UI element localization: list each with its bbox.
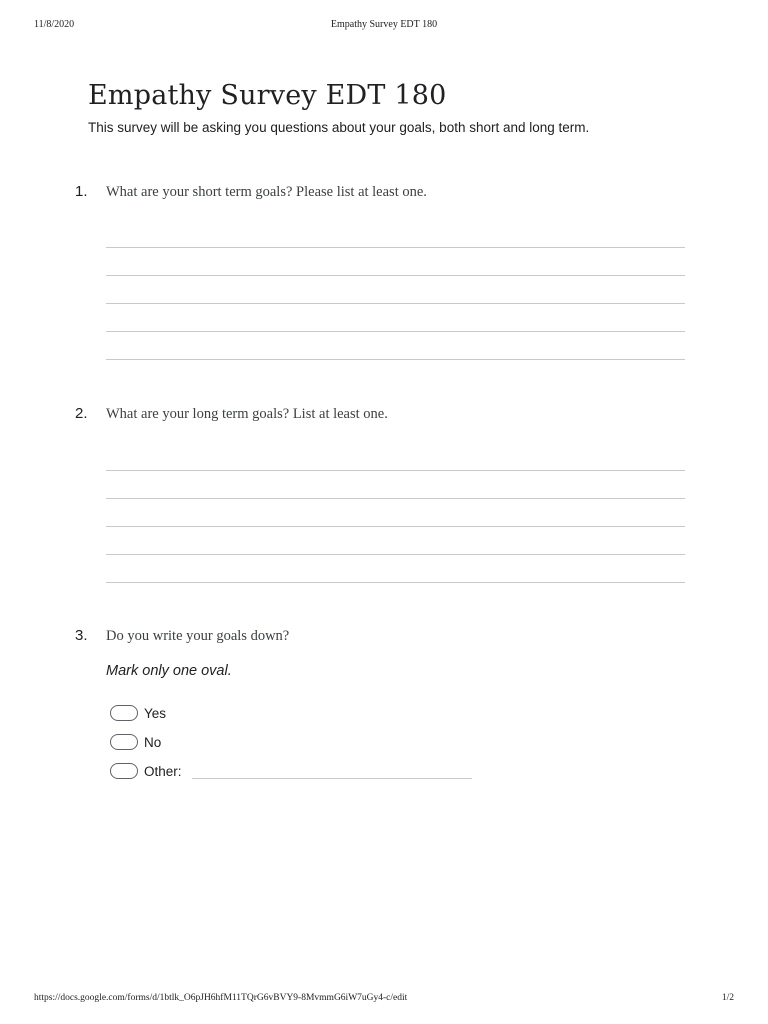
radio-oval[interactable]	[110, 705, 138, 721]
answer-line[interactable]	[106, 555, 685, 583]
option-other[interactable]	[110, 762, 472, 780]
option-label: No	[144, 734, 162, 750]
question-number: 1.	[75, 183, 88, 200]
print-date: 11/8/2020	[34, 19, 75, 30]
print-page-number: 1/2	[721, 993, 734, 1003]
option-yes[interactable]	[110, 704, 166, 722]
answer-line[interactable]	[106, 248, 685, 276]
print-url: https://docs.google.com/forms/d/1btlk_O6pJH6hfM11TQrG6vBVY9-8MvmmG6iW7uGy4-c/edit	[34, 993, 408, 1003]
question-number: 3.	[75, 627, 88, 644]
form-description: This survey will be asking you questions about your goals, both short and long term.	[88, 120, 590, 135]
question-text: Do you write your goals down?	[106, 628, 290, 644]
answer-line[interactable]	[106, 304, 685, 332]
answer-area[interactable]	[106, 443, 685, 583]
form-title: Empathy Survey EDT 180	[88, 80, 447, 111]
answer-line[interactable]	[106, 332, 685, 360]
answer-line[interactable]	[106, 527, 685, 555]
answer-line[interactable]	[106, 443, 685, 471]
radio-oval[interactable]	[110, 734, 138, 750]
answer-line[interactable]	[106, 220, 685, 248]
option-no[interactable]	[110, 733, 161, 751]
question-text: What are your long term goals? List at least one.	[106, 406, 388, 422]
answer-line[interactable]	[106, 276, 685, 304]
other-text-field[interactable]	[192, 764, 472, 779]
answer-area[interactable]	[106, 220, 685, 360]
option-label: Other:	[144, 763, 182, 779]
option-label: Yes	[144, 705, 167, 721]
answer-line[interactable]	[106, 499, 685, 527]
question-number: 2.	[75, 405, 88, 422]
radio-oval[interactable]	[110, 763, 138, 779]
print-page-title: Empathy Survey EDT 180	[330, 19, 438, 30]
mark-one-oval-hint: Mark only one oval.	[106, 663, 232, 679]
answer-line[interactable]	[106, 471, 685, 499]
question-text: What are your short term goals? Please list at least one.	[106, 184, 427, 200]
